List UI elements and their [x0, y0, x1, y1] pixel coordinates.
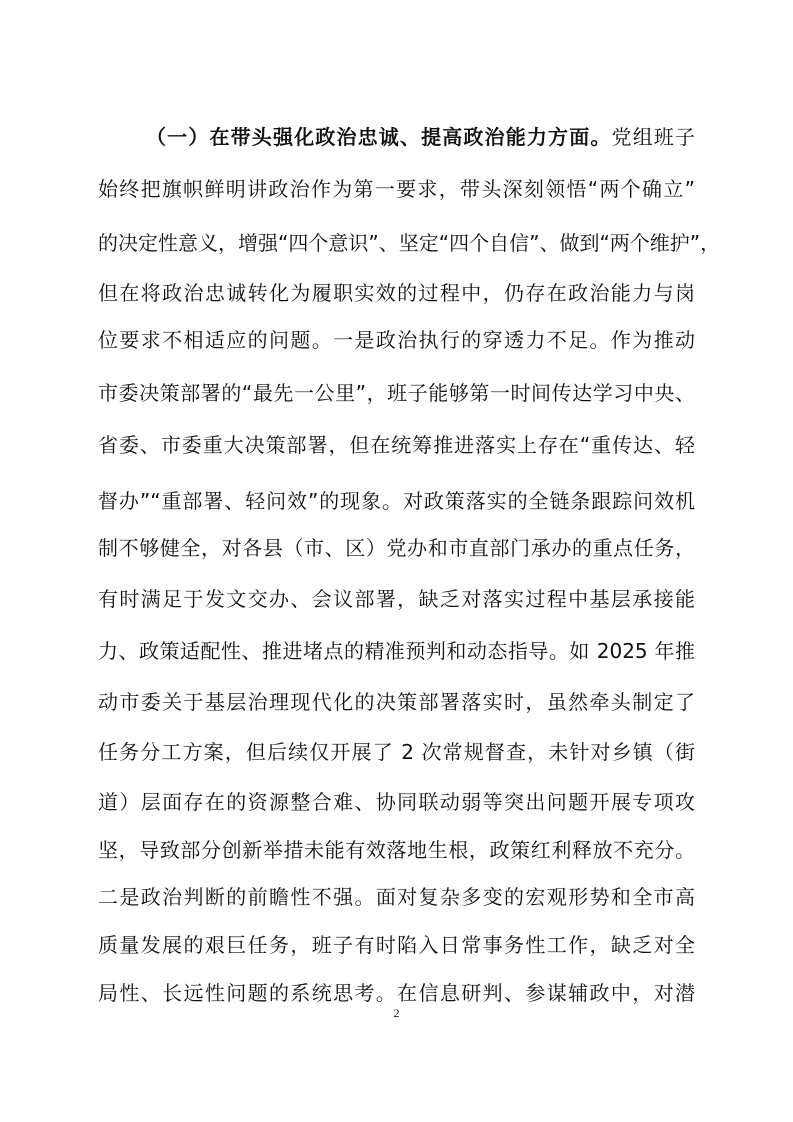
paragraph-line-13: 任务分工方案，但后续仅开展了 2 次常规督查，未针对乡镇（街	[98, 740, 695, 764]
paragraph-line-11: 力、政策适配性、推进堵点的精准预判和动态指导。如 2025 年推	[98, 639, 695, 663]
paragraph-line-2: 始终把旗帜鲜明讲政治作为第一要求，带头深刻领悟“两个确立”	[98, 177, 695, 201]
paragraph-line-5: 位要求不相适应的问题。一是政治执行的穿透力不足。作为推动	[98, 328, 695, 352]
paragraph-line-4: 但在将政治忠诚转化为履职实效的过程中，仍存在政治能力与岗	[98, 281, 695, 305]
paragraph-line-10: 有时满足于发文交办、会议部署，缺乏对落实过程中基层承接能	[98, 587, 695, 611]
paragraph-line-17: 质量发展的艰巨任务，班子有时陷入日常事务性工作，缺乏对全	[98, 933, 695, 957]
paragraph-line-3: 的决定性意义，增强“四个意识”、坚定“四个自信”、做到“两个维护”，	[98, 231, 721, 255]
paragraph-line-16: 二是政治判断的前瞻性不强。面对复杂多变的宏观形势和全市高	[98, 885, 695, 909]
paragraph-line-7: 省委、市委重大决策部署，但在统筹推进落实上存在“重传达、轻	[98, 433, 695, 457]
paragraph-line-18: 局性、长远性问题的系统思考。在信息研判、参谋辅政中，对潜	[98, 981, 695, 1005]
paragraph-line-14: 道）层面存在的资源整合难、协同联动弱等突出问题开展专项攻	[98, 790, 695, 814]
paragraph-line-9: 制不够健全，对各县（市、区）党办和市直部门承办的重点任务，	[98, 536, 695, 560]
paragraph-line-1	[146, 124, 695, 150]
paragraph-line-6: 市委决策部署的“最先一公里”，班子能够第一时间传达学习中央、	[98, 381, 695, 405]
section-heading: （一）在带头强化政治忠诚、提高政治能力方面。	[146, 125, 612, 149]
paragraph-line-15: 坚，导致部分创新举措未能有效落地生根，政策红利释放不充分。	[98, 838, 695, 862]
paragraph-line-12: 动市委关于基层治理现代化的决策部署落实时，虽然牵头制定了	[98, 690, 695, 714]
paragraph-line-8: 督办”“重部署、轻问效”的现象。对政策落实的全链条跟踪问效机	[98, 489, 695, 513]
paragraph-text: 党组班子	[611, 125, 696, 149]
page-number: 2	[393, 1006, 400, 1020]
